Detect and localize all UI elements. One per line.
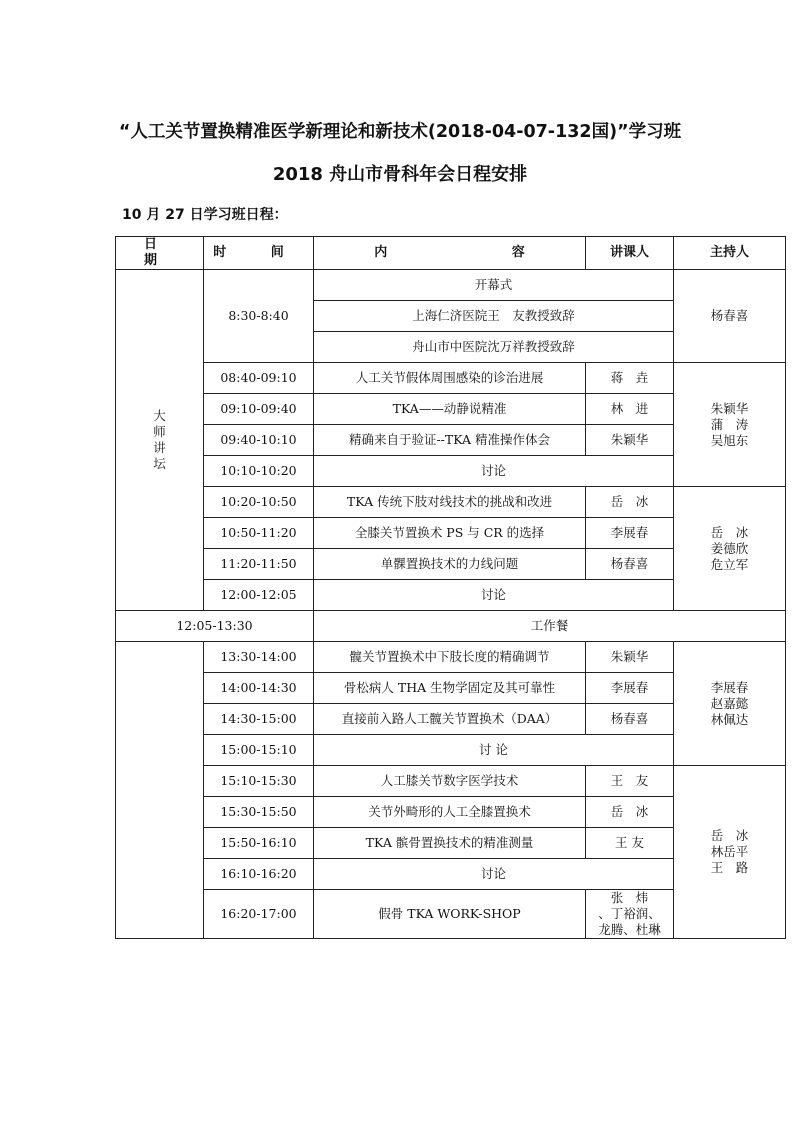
content-cell: 人工关节假体周围感染的诊治进展 [314, 363, 586, 394]
speaker-cell: 李展春 [586, 673, 674, 704]
opening-item: 开幕式 [314, 270, 674, 301]
speaker-cell: 王 友 [586, 766, 674, 797]
header-content: 内 容 [314, 237, 586, 270]
speaker-cell: 岳 冰 [586, 797, 674, 828]
speaker-cell: 王 友 [586, 828, 674, 859]
time-cell: 13:30-14:00 [204, 642, 314, 673]
content-cell: 单髁置换技术的力线问题 [314, 549, 586, 580]
time-cell: 16:20-17:00 [204, 890, 314, 939]
content-cell: 人工膝关节数字医学技术 [314, 766, 586, 797]
table-row [116, 270, 786, 301]
content-cell: 讨论 [314, 456, 674, 487]
time-cell: 14:30-15:00 [204, 704, 314, 735]
speaker-cell: 朱颖华 [586, 425, 674, 456]
lunch-time: 12:05-13:30 [116, 611, 314, 642]
host-cell: 岳 冰 姜德欣 危立军 [674, 487, 786, 611]
header-host: 主持人 [674, 237, 786, 270]
header-speaker: 讲课人 [586, 237, 674, 270]
content-cell: 假骨 TKA WORK-SHOP [314, 890, 586, 939]
header-time: 时 间 [204, 237, 314, 270]
content-cell: 髋关节置换术中下肢长度的精确调节 [314, 642, 586, 673]
speaker-cell: 朱颖华 [586, 642, 674, 673]
schedule-date-label: 10 月 27 日学习班日程： [122, 207, 288, 223]
afternoon-block-label [116, 642, 204, 939]
content-cell: 骨松病人 THA 生物学固定及其可靠性 [314, 673, 586, 704]
content-cell: 关节外畸形的人工全膝置换术 [314, 797, 586, 828]
header-date: 日 期 [116, 237, 204, 270]
host-cell: 朱颖华 蒲 涛 吴旭东 [674, 363, 786, 487]
time-cell: 09:10-09:40 [204, 394, 314, 425]
table-row-lunch [116, 611, 786, 642]
time-cell: 15:30-15:50 [204, 797, 314, 828]
time-cell: 15:00-15:10 [204, 735, 314, 766]
content-cell: 讨论 [314, 580, 674, 611]
speaker-cell: 张 炜 、丁裕润、 龙腾、杜琳 [586, 890, 674, 939]
table-row [116, 642, 786, 673]
time-cell: 09:40-10:10 [204, 425, 314, 456]
table-row [116, 487, 786, 518]
schedule-table [115, 236, 786, 939]
document-title: “人工关节置换精准医学新理论和新技术(2018-04-07-132国)”学习班 [118, 122, 682, 142]
opening-item: 舟山市中医院沈万祥教授致辞 [314, 332, 674, 363]
time-cell: 16:10-16:20 [204, 859, 314, 890]
content-cell: 直接前入路人工髋关节置换术（DAA） [314, 704, 586, 735]
opening-host: 杨春喜 [674, 270, 786, 363]
host-cell: 李展春 赵嘉懿 林佩达 [674, 642, 786, 766]
speaker-cell: 李展春 [586, 518, 674, 549]
content-cell: 讨 论 [314, 735, 674, 766]
content-cell: 全膝关节置换术 PS 与 CR 的选择 [314, 518, 586, 549]
content-cell: TKA 传统下肢对线技术的挑战和改进 [314, 487, 586, 518]
content-cell: TKA——动静说精准 [314, 394, 586, 425]
block-label-master-forum: 大 师 讲 坛 [116, 270, 204, 611]
time-cell: 08:40-09:10 [204, 363, 314, 394]
speaker-cell: 岳 冰 [586, 487, 674, 518]
time-cell: 15:50-16:10 [204, 828, 314, 859]
opening-item: 上海仁济医院王 友教授致辞 [314, 301, 674, 332]
time-cell: 12:00-12:05 [204, 580, 314, 611]
document-subtitle-heading: 2018 舟山市骨科年会日程安排 [272, 164, 528, 185]
time-cell: 11:20-11:50 [204, 549, 314, 580]
content-cell: 讨论 [314, 859, 674, 890]
time-cell: 10:10-10:20 [204, 456, 314, 487]
time-cell: 14:00-14:30 [204, 673, 314, 704]
host-cell: 岳 冰 林岳平 王 路 [674, 766, 786, 939]
content-cell: TKA 髌骨置换技术的精准测量 [314, 828, 586, 859]
speaker-cell: 蒋 垚 [586, 363, 674, 394]
speaker-cell: 杨春喜 [586, 704, 674, 735]
lunch-content: 工作餐 [314, 611, 786, 642]
content-cell: 精确来自于验证--TKA 精准操作体会 [314, 425, 586, 456]
time-cell: 10:50-11:20 [204, 518, 314, 549]
speaker-cell: 杨春喜 [586, 549, 674, 580]
opening-time: 8:30-8:40 [204, 270, 314, 363]
time-cell: 10:20-10:50 [204, 487, 314, 518]
table-row [116, 363, 786, 394]
table-header-row [116, 237, 786, 270]
table-row [116, 766, 786, 797]
time-cell: 15:10-15:30 [204, 766, 314, 797]
speaker-cell: 林 进 [586, 394, 674, 425]
